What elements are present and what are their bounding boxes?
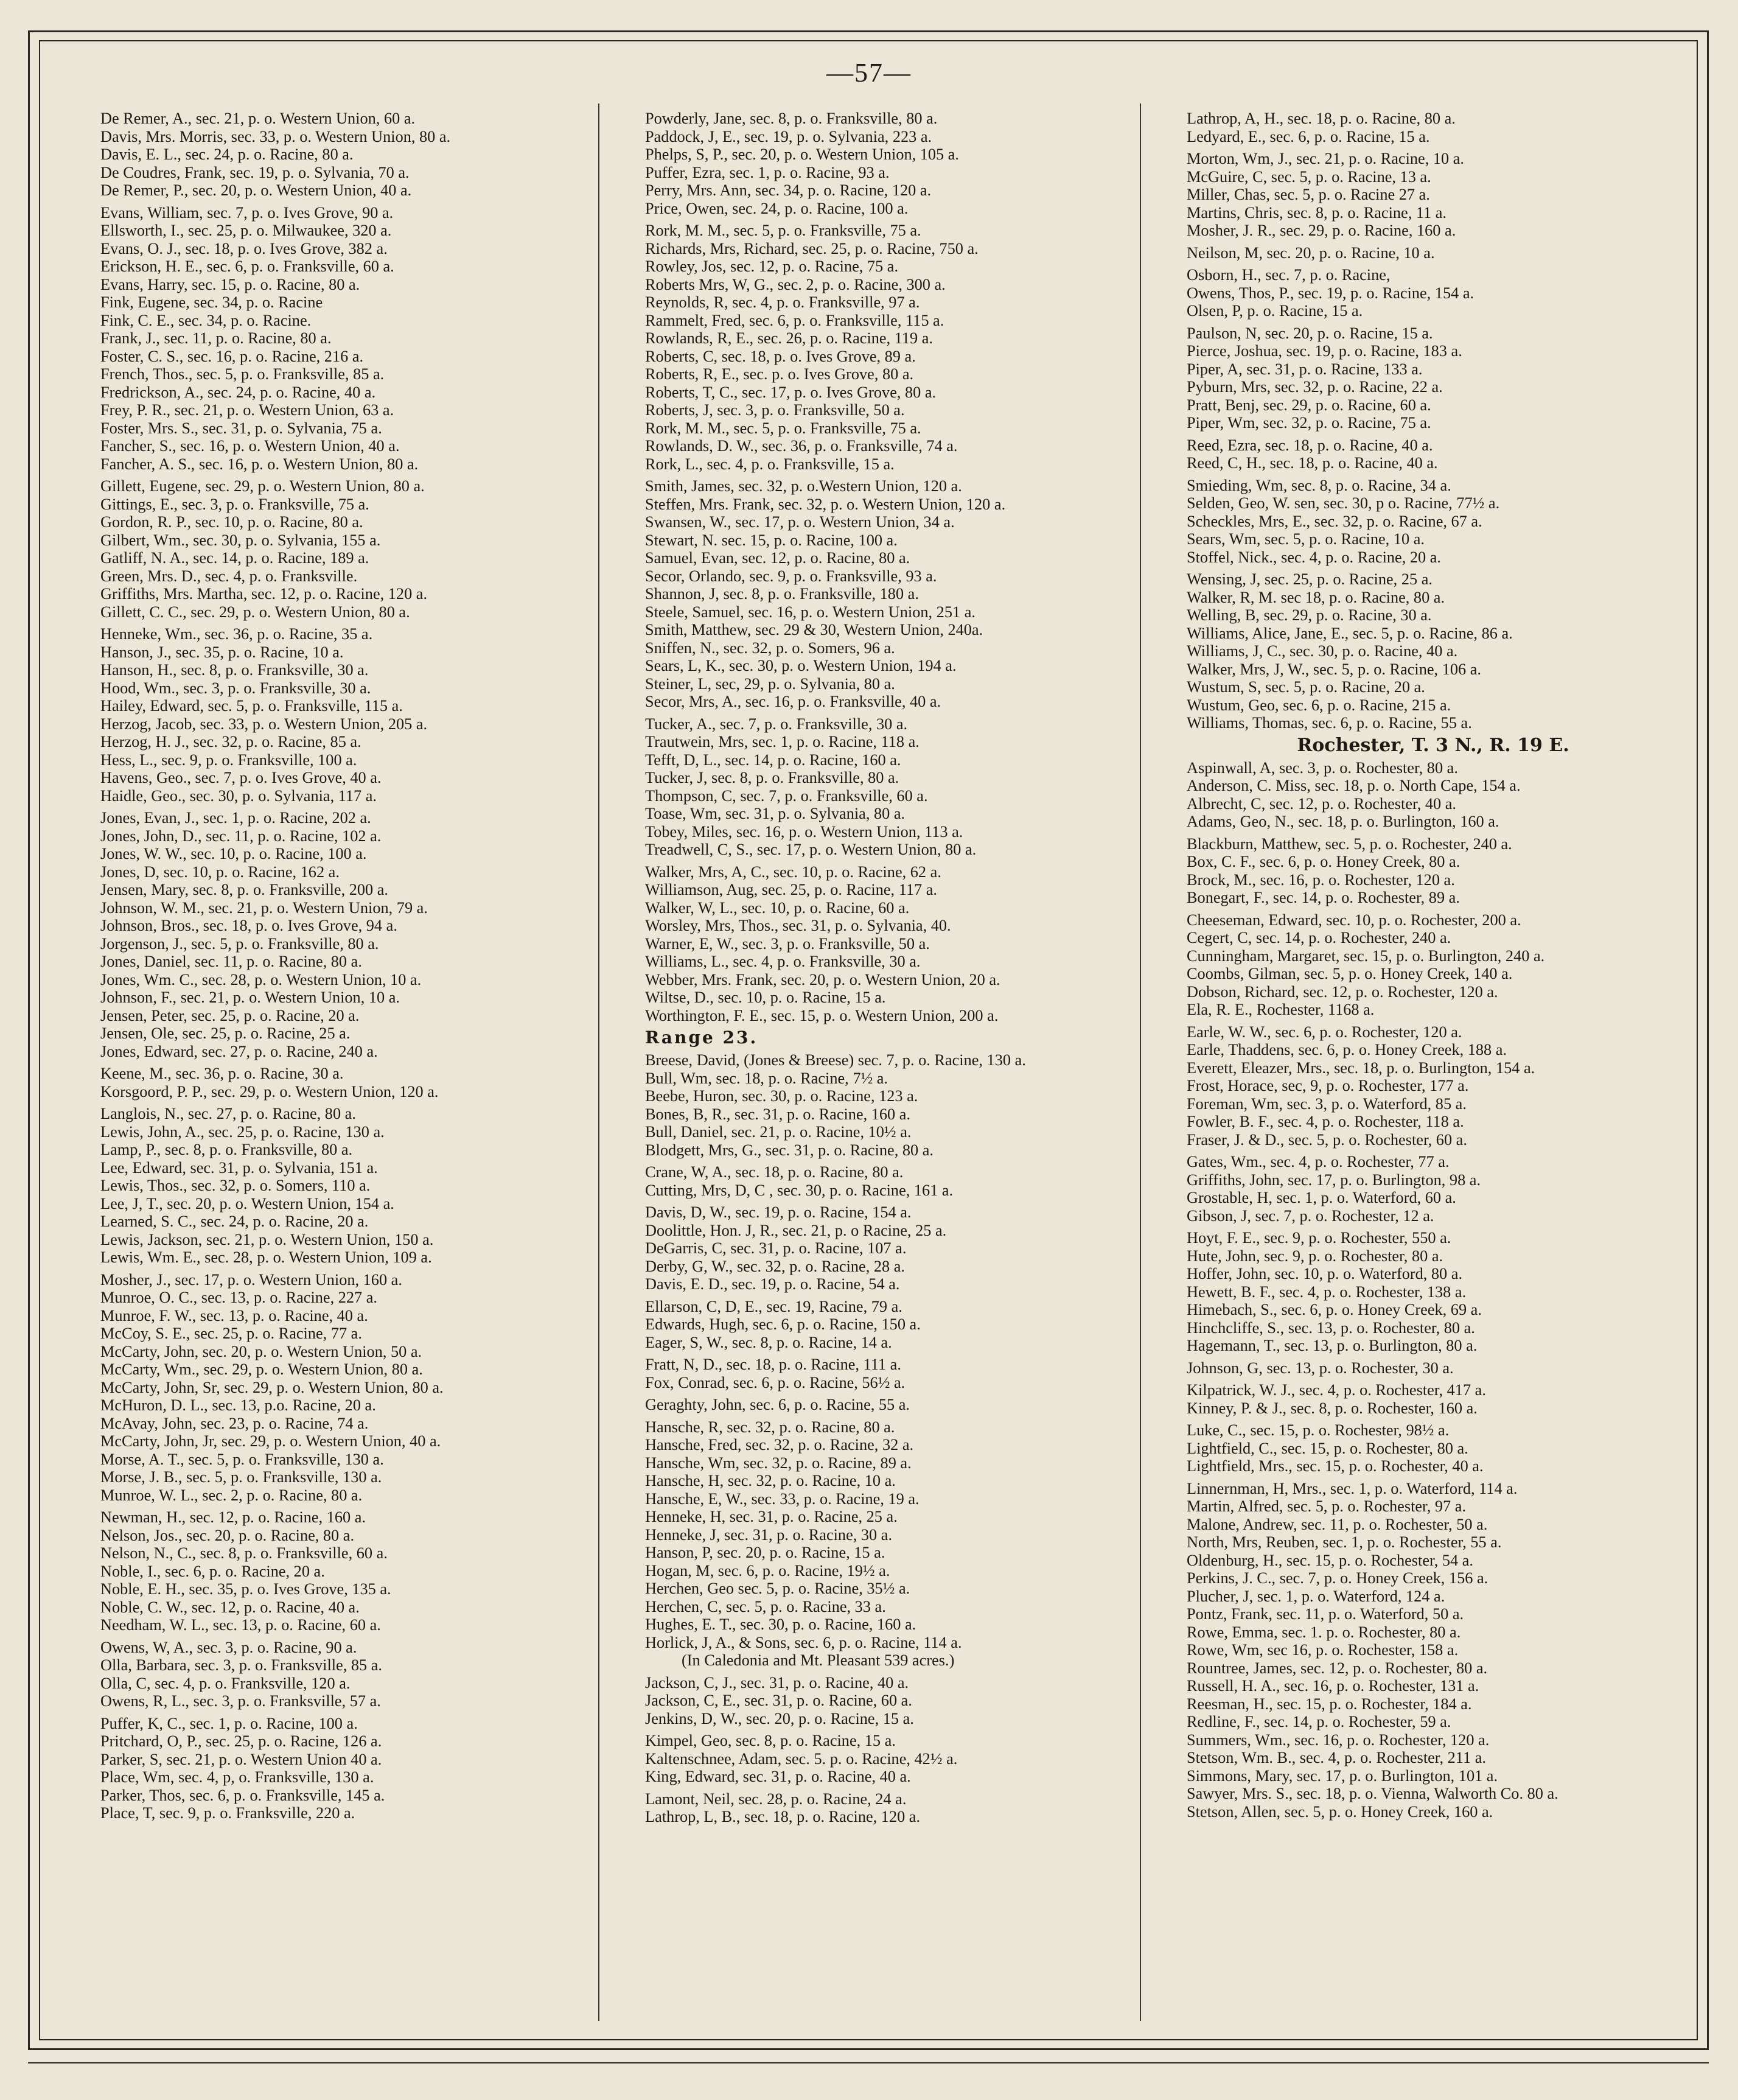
directory-entry: Lewis, Wm. E., sec. 28, p. o. Western Union, 109 a. [100, 1248, 432, 1266]
directory-entry: Eager, S, W., sec. 8, p. o. Racine, 14 a. [645, 1333, 892, 1351]
directory-entry: Jones, Evan, J., sec. 1, p. o. Racine, 202 a. [100, 809, 371, 827]
directory-entry: Herchen, Geo sec. 5, p. o. Racine, 35½ a. [645, 1580, 910, 1597]
directory-entry: De Remer, A., sec. 21, p. o. Western Union, 60 a. [100, 110, 416, 127]
directory-entry: Henneke, J, sec. 31, p. o. Racine, 30 a. [645, 1525, 893, 1544]
directory-entry: Perry, Mrs. Ann, sec. 34, p. o. Racine, 120 a. [645, 181, 932, 199]
directory-entry: Morton, Wm, J., sec. 21, p. o. Racine, 10 a. [1187, 150, 1464, 167]
directory-entry: Fredrickson, A., sec. 24, p. o. Racine, 40 a. [100, 383, 376, 401]
directory-entry: Jones, Daniel, sec. 11, p. o. Racine, 80 a. [100, 953, 362, 970]
directory-entry: Cutting, Mrs, D, C , sec. 30, p. o. Racine, 161 a. [645, 1181, 954, 1199]
directory-entry: Walker, R, M. sec 18, p. o. Racine, 80 a. [1187, 588, 1445, 606]
directory-entry: Martins, Chris, sec. 8, p. o. Racine, 11 a. [1187, 203, 1447, 222]
directory-entry: Secor, Orlando, sec. 9, p. o. Franksville, 93 a. [645, 567, 937, 585]
directory-entry: Lathrop, L, B., sec. 18, p. o. Racine, 120 a. [645, 1808, 921, 1825]
directory-entry: Hanson, H., sec. 8, p. o. Franksville, 30 a. [100, 661, 369, 679]
directory-entry: McHuron, D. L., sec. 13, p.o. Racine, 20 a. [100, 1396, 376, 1414]
directory-entry: Rowlands, D. W., sec. 36, p. o. Franksville, 74 a. [645, 437, 958, 455]
directory-entry: Simmons, Mary, sec. 17, p. o. Burlington, 101 a. [1187, 1766, 1498, 1785]
directory-entry: Crane, W, A., sec. 18, p. o. Racine, 80 a. [645, 1163, 904, 1181]
directory-entry: Herzog, Jacob, sec. 33, p. o. Western Union, 205 a. [100, 715, 428, 733]
directory-entry: Foster, Mrs. S., sec. 31, p. o. Sylvania, 75 a. [100, 419, 382, 437]
directory-entry: Williams, L., sec. 4, p. o. Franksville, 30 a. [645, 953, 921, 970]
directory-entry: Foreman, Wm, sec. 3, p. o. Waterford, 85 a. [1187, 1094, 1467, 1113]
directory-entry: Pontz, Frank, sec. 11, p. o. Waterford, 50 a. [1187, 1605, 1464, 1623]
directory-entry: Stetson, Wm. B., sec. 4, p. o. Rochester, 211 a. [1187, 1749, 1486, 1766]
directory-entry: Ela, R. E., Rochester, 1168 a. [1187, 1001, 1375, 1018]
directory-entry: Herchen, C, sec. 5, p. o. Racine, 33 a. [645, 1597, 886, 1615]
directory-entry: Rowley, Jos, sec. 12, p. o. Racine, 75 a. [645, 257, 899, 275]
directory-entry: Johnson, W. M., sec. 21, p. o. Western Union, 79 a. [100, 898, 428, 917]
directory-entry: Adams, Geo, N., sec. 18, p. o. Burlington, 160 a. [1187, 813, 1499, 830]
directory-entry: Fink, Eugene, sec. 34, p. o. Racine [100, 293, 323, 311]
directory-entry: McCoy, S. E., sec. 25, p. o. Racine, 77 a. [100, 1325, 362, 1342]
directory-entry: Phelps, S, P., sec. 20, p. o. Western Union, 105 a. [645, 145, 960, 163]
directory-entry: Mosher, J. R., sec. 29, p. o. Racine, 160 a. [1187, 222, 1456, 239]
directory-entry: Reynolds, R, sec. 4, p. o. Franksville, 97 a. [645, 293, 920, 311]
directory-entry: Korsgoord, P. P., sec. 29, p. o. Western Union, 120 a. [100, 1082, 439, 1101]
directory-entry: Jones, D, sec. 10, p. o. Racine, 162 a. [100, 863, 340, 881]
directory-entry: Secor, Mrs, A., sec. 16, p. o. Franksville, 40 a. [645, 693, 941, 710]
directory-entry: Frank, J., sec. 11, p. o. Racine, 80 a. [100, 329, 332, 347]
directory-entry: North, Mrs, Reuben, sec. 1, p. o. Rochester, 55 a. [1187, 1533, 1502, 1551]
directory-entry: Edwards, Hugh, sec. 6, p. o. Racine, 150 a. [645, 1315, 921, 1333]
directory-entry: Paulson, N, sec. 20, p. o. Racine, 15 a. [1187, 324, 1433, 342]
directory-entry: Davis, D, W., sec. 19, p. o. Racine, 154 a. [645, 1203, 912, 1221]
directory-entry: Roberts, J, sec. 3, p. o. Franksville, 50 a. [645, 401, 905, 419]
directory-entry: Earle, Thaddens, sec. 6, p. o. Honey Creek, 188 a. [1187, 1041, 1507, 1059]
directory-entry: Ellarson, C, D, E., sec. 19, Racine, 79 a. [645, 1297, 902, 1315]
directory-entry: Hoyt, F. E., sec. 9, p. o. Rochester, 550 a. [1187, 1229, 1451, 1247]
directory-entry: Pritchard, O, P., sec. 25, p. o. Racine, 126 a. [100, 1732, 382, 1750]
directory-entry: Walker, Mrs, J, W., sec. 5, p. o. Racine, 106 a. [1187, 660, 1481, 678]
directory-entry: Paddock, J, E., sec. 19, p. o. Sylvania, 223 a. [645, 127, 932, 145]
directory-entry: Doolittle, Hon. J, R., sec. 21, p. o Racine, 25 a. [645, 1221, 947, 1239]
directory-entry: Roberts Mrs, W, G., sec. 2, p. o. Racine, 300 a. [645, 275, 946, 293]
directory-entry: Thompson, C, sec. 7, p. o. Franksville, 60 a. [645, 786, 928, 805]
directory-entry: De Remer, P., sec. 20, p. o. Western Union, 40 a. [100, 181, 412, 199]
directory-entry: Hansche, R, sec. 32, p. o. Racine, 80 a. [645, 1418, 895, 1436]
directory-entry: Munroe, W. L., sec. 2, p. o. Racine, 80 a. [100, 1486, 363, 1504]
directory-entry: Fratt, N, D., sec. 18, p. o. Racine, 111 a. [645, 1356, 901, 1373]
directory-entry: Worthington, F. E., sec. 15, p. o. Western Union, 200 a. [645, 1006, 999, 1024]
directory-entry: McCarty, John, sec. 20, p. o. Western Union, 50 a. [100, 1342, 422, 1360]
directory-entry: Parker, S, sec. 21, p. o. Western Union 40 a. [100, 1750, 382, 1768]
directory-entry: Derby, G, W., sec. 32, p. o. Racine, 28 a. [645, 1257, 905, 1275]
directory-entry: Brock, M., sec. 16, p. o. Rochester, 120 a. [1187, 870, 1455, 889]
directory-entry: Griffiths, John, sec. 17, p. o. Burlington, 98 a. [1187, 1171, 1481, 1189]
directory-entry: Evans, O. J., sec. 18, p. o. Ives Grove, 382 a. [100, 239, 388, 257]
directory-entry: Haidle, Geo., sec. 30, p. o. Sylvania, 117 a. [100, 786, 377, 805]
directory-entry: Wustum, S, sec. 5, p. o. Racine, 20 a. [1187, 678, 1425, 696]
directory-entry: Treadwell, C, S., sec. 17, p. o. Western Union, 80 a. [645, 841, 977, 858]
directory-entry: Rammelt, Fred, sec. 6, p. o. Franksville, 115 a. [645, 311, 944, 329]
directory-entry: Bull, Daniel, sec. 21, p. o. Racine, 10½ a. [645, 1123, 912, 1141]
directory-entry: Toase, Wm, sec. 31, p. o. Sylvania, 80 a. [645, 805, 906, 822]
directory-entry: Hinchcliffe, S., sec. 13, p. o. Rochester, 80 a. [1187, 1318, 1475, 1337]
directory-entry: Fraser, J. & D., sec. 5, p. o. Rochester, 60 a. [1187, 1130, 1467, 1149]
column-1 [100, 110, 618, 2015]
directory-entry: Sears, L, K., sec. 30, p. o. Western Union, 194 a. [645, 657, 957, 674]
directory-entry: Rowlands, R, E., sec. 26, p. o. Racine, 119 a. [645, 329, 934, 347]
directory-entry: Ledyard, E., sec. 6, p. o. Racine, 15 a. [1187, 127, 1430, 145]
directory-entry: Blackburn, Matthew, sec. 5, p. o. Rochester, 240 a. [1187, 835, 1512, 853]
bottom-rule [28, 2062, 1709, 2063]
directory-entry: Albrecht, C, sec. 12, p. o. Rochester, 40 a. [1187, 794, 1456, 813]
directory-entry: Pyburn, Mrs, sec. 32, p. o. Racine, 22 a. [1187, 378, 1443, 396]
directory-entry: Hailey, Edward, sec. 5, p. o. Franksville, 115 a. [100, 697, 403, 715]
directory-entry: Scheckles, Mrs, E., sec. 32, p. o. Racine, 67 a. [1187, 512, 1482, 530]
directory-entry: Sniffen, N., sec. 32, p. o. Somers, 96 a. [645, 639, 895, 657]
directory-entry: Puffer, Ezra, sec. 1, p. o. Racine, 93 a. [645, 163, 890, 181]
directory-entry: Stetson, Allen, sec. 5, p. o. Honey Creek, 160 a. [1187, 1802, 1493, 1821]
directory-entry: Jorgenson, J., sec. 5, p. o. Franksville, 80 a. [100, 934, 379, 953]
directory-entry: Warner, E, W., sec. 3, p. o. Franksville, 50 a. [645, 934, 930, 953]
directory-entry: Miller, Chas, sec. 5, p. o. Racine 27 a. [1187, 186, 1430, 203]
directory-entry: Cunningham, Margaret, sec. 15, p. o. Burlington, 240 a. [1187, 947, 1545, 965]
directory-entry: Perkins, J. C., sec. 7, p. o. Honey Creek, 156 a. [1187, 1569, 1488, 1587]
directory-entry: Hagemann, T., sec. 13, p. o. Burlington, 80 a. [1187, 1337, 1478, 1354]
directory-entry: Stewart, N. sec. 15, p. o. Racine, 100 a. [645, 531, 898, 549]
directory-entry: Hewett, B. F., sec. 4, p. o. Rochester, 138 a. [1187, 1283, 1467, 1301]
directory-entry: Reed, C, H., sec. 18, p. o. Racine, 40 a. [1187, 454, 1438, 472]
directory-entry: Tobey, Miles, sec. 16, p. o. Western Union, 113 a. [645, 822, 963, 841]
directory-entry: Green, Mrs. D., sec. 4, p. o. Franksville. [100, 567, 358, 585]
directory-entry: McCarty, John, Sr, sec. 29, p. o. Western Union, 80 a. [100, 1378, 444, 1396]
directory-entry: Beebe, Huron, sec. 30, p. o. Racine, 123 a. [645, 1087, 918, 1105]
directory-entry: Stoffel, Nick., sec. 4, p. o. Racine, 20 a. [1187, 548, 1441, 566]
directory-entry: McCarty, Wm., sec. 29, p. o. Western Union, 80 a. [100, 1360, 423, 1378]
directory-entry: Bull, Wm, sec. 18, p. o. Racine, 7½ a. [645, 1069, 888, 1087]
directory-entry: Jensen, Mary, sec. 8, p. o. Franksville, 200 a. [100, 881, 389, 898]
directory-entry: Hanson, P, sec. 20, p. o. Racine, 15 a. [645, 1544, 885, 1561]
directory-entry: Jones, Edward, sec. 27, p. o. Racine, 240 a. [100, 1042, 378, 1060]
directory-entry: Davis, E. D., sec. 19, p. o. Racine, 54 a. [645, 1275, 900, 1293]
directory-entry: Fox, Conrad, sec. 6, p. o. Racine, 56½ a. [645, 1373, 906, 1391]
directory-entry: Hood, Wm., sec. 3, p. o. Franksville, 30 a. [100, 679, 371, 697]
directory-entry: McAvay, John, sec. 23, p. o. Racine, 74 a. [100, 1414, 369, 1432]
directory-entry: Jackson, C, J., sec. 31, p. o. Racine, 40 a. [645, 1673, 909, 1692]
directory-entry: Shannon, J, sec. 8, p. o. Franksville, 180 a. [645, 585, 919, 603]
directory-entry: Gittings, E., sec. 3, p. o. Franksville, 75 a. [100, 495, 369, 513]
directory-entry: Puffer, K, C., sec. 1, p. o. Racine, 100 a. [100, 1714, 358, 1732]
directory-entry: Kinney, P. & J., sec. 8, p. o. Rochester, 160 a. [1187, 1399, 1478, 1417]
directory-entry: Walker, Mrs, A, C., sec. 10, p. o. Racine, 62 a. [645, 863, 941, 881]
directory-entry: Langlois, N., sec. 27, p. o. Racine, 80 a. [100, 1105, 356, 1122]
directory-entry: Fowler, B. F., sec. 4, p. o. Rochester, 118 a. [1187, 1113, 1464, 1130]
directory-entry: Piper, Wm, sec. 32, p. o. Racine, 75 a. [1187, 414, 1431, 432]
directory-entry: Nelson, Jos., sec. 20, p. o. Racine, 80 a. [100, 1526, 355, 1544]
directory-entry: Price, Owen, sec. 24, p. o. Racine, 100 a. [645, 199, 909, 217]
directory-entry: Jackson, C, E., sec. 31, p. o. Racine, 60 a. [645, 1692, 912, 1709]
column-2 [645, 110, 1162, 2015]
directory-entry: King, Edward, sec. 31, p. o. Racine, 40 a. [645, 1768, 911, 1785]
directory-entry: Gillett, Eugene, sec. 29, p. o. Western Union, 80 a. [100, 477, 425, 495]
directory-entry: Johnson, G, sec. 13, p. o. Rochester, 30 a. [1187, 1359, 1454, 1377]
directory-entry: Owens, W, A., sec. 3, p. o. Racine, 90 a. [100, 1638, 357, 1656]
directory-entry: Newman, H., sec. 12, p. o. Racine, 160 a. [100, 1508, 366, 1526]
directory-entry: Smieding, Wm, sec. 8, p. o. Racine, 34 a. [1187, 476, 1451, 494]
directory-entry: Smith, James, sec. 32, p. o.Western Union, 120 a. [645, 477, 962, 495]
directory-entry: Williams, Alice, Jane, E., sec. 5, p. o. Racine, 86 a. [1187, 624, 1513, 642]
directory-entry: Steele, Samuel, sec. 16, p. o. Western Union, 251 a. [645, 603, 975, 621]
directory-entry: Redline, F., sec. 14, p. o. Rochester, 59 a. [1187, 1713, 1451, 1731]
directory-entry: Blodgett, Mrs, G., sec. 31, p. o. Racine, 80 a. [645, 1141, 934, 1159]
directory-entry: Earle, W. W., sec. 6, p. o. Rochester, 120 a. [1187, 1023, 1462, 1041]
directory-entry: Box, C. F., sec. 6, p. o. Honey Creek, 80 a. [1187, 853, 1461, 870]
directory-entry: Lewis, Jackson, sec. 21, p. o. Western Union, 150 a. [100, 1230, 434, 1248]
directory-entry: Owens, Thos, P., sec. 19, p. o. Racine, 154 a. [1187, 284, 1475, 302]
directory-entry: Owens, R, L., sec. 3, p. o. Franksville, 57 a. [100, 1692, 381, 1710]
directory-entry: Rork, M. M., sec. 5, p. o. Franksville, 75 a. [645, 419, 921, 437]
directory-entry: Hughes, E. T., sec. 30, p. o. Racine, 160 a. [645, 1615, 916, 1633]
directory-entry: Place, T, sec. 9, p. o. Franksville, 220 a. [100, 1804, 355, 1822]
directory-entry: Jones, John, D., sec. 11, p. o. Racine, 102 a. [100, 827, 382, 845]
directory-entry: Jensen, Ole, sec. 25, p. o. Racine, 25 a. [100, 1024, 351, 1042]
directory-entry: Place, Wm, sec. 4, p, o. Franksville, 130 a. [100, 1768, 374, 1786]
directory-entry: Rowe, Wm, sec 16, p. o. Rochester, 158 a. [1187, 1641, 1459, 1659]
directory-entry: Selden, Geo, W. sen, sec. 30, p o. Racine, 77½ a. [1187, 494, 1500, 512]
directory-entry: Gatliff, N. A., sec. 14, p. o. Racine, 189 a. [100, 549, 369, 567]
directory-entry: Olla, C, sec. 4, p. o. Franksville, 120 a. [100, 1674, 351, 1692]
directory-entry: Wiltse, D., sec. 10, p. o. Racine, 15 a. [645, 989, 886, 1006]
directory-entry: Malone, Andrew, sec. 11, p. o. Rochester, 50 a. [1187, 1515, 1488, 1533]
directory-entry: Dobson, Richard, sec. 12, p. o. Rochester, 120 a. [1187, 982, 1498, 1001]
directory-entry: Fancher, A. S., sec. 16, p. o. Western Union, 80 a. [100, 455, 419, 473]
directory-entry: Roberts, T, C., sec. 17, p. o. Ives Grove, 80 a. [645, 383, 937, 401]
directory-entry: Rowe, Emma, sec. 1. p. o. Rochester, 80 a. [1187, 1623, 1461, 1641]
directory-entry: Williams, J, C., sec. 30, p. o. Racine, 40 a. [1187, 642, 1458, 660]
directory-entry: Everett, Eleazer, Mrs., sec. 18, p. o. Burlington, 154 a. [1187, 1059, 1535, 1077]
directory-entry: Smith, Matthew, sec. 29 & 30, Western Union, 240a. [645, 621, 983, 639]
directory-entry: Summers, Wm., sec. 16, p. o. Rochester, 120 a. [1187, 1731, 1490, 1749]
directory-entry: Lamont, Neil, sec. 28, p. o. Racine, 24 a. [645, 1790, 907, 1808]
directory-entry: Tucker, A., sec. 7, p. o. Franksville, 30 a. [645, 715, 908, 733]
directory-entry: Mosher, J., sec. 17, p. o. Western Union, 160 a. [100, 1270, 402, 1289]
directory-entry: Hogan, M, sec. 6, p. o. Racine, 19½ a. [645, 1561, 890, 1580]
directory-entry: Welling, B, sec. 29, p. o. Racine, 30 a. [1187, 606, 1432, 624]
directory-entry: Noble, E. H., sec. 35, p. o. Ives Grove, 135 a. [100, 1580, 391, 1598]
directory-entry: Wensing, J, sec. 25, p. o. Racine, 25 a. [1187, 570, 1433, 588]
directory-entry: Gillett, C. C., sec. 29, p. o. Western Union, 80 a. [100, 603, 410, 621]
directory-entry: Lee, Edward, sec. 31, p. o. Sylvania, 151 a. [100, 1158, 378, 1177]
directory-entry: Morse, J. B., sec. 5, p. o. Franksville, 130 a. [100, 1468, 382, 1486]
directory-entry: Evans, William, sec. 7, p. o. Ives Grove, 90 a. [100, 203, 394, 222]
directory-entry: Pratt, Benj, sec. 29, p. o. Racine, 60 a. [1187, 396, 1431, 414]
directory-entry: Gilbert, Wm., sec. 30, p. o. Sylvania, 155 a. [100, 531, 381, 549]
directory-entry: Tucker, J, sec. 8, p. o. Franksville, 80 a. [645, 769, 899, 786]
directory-entry: Trautwein, Mrs, sec. 1, p. o. Racine, 118 a. [645, 733, 920, 751]
directory-entry: Rountree, James, sec. 12, p. o. Rochester, 80 a. [1187, 1659, 1488, 1677]
directory-entry: Richards, Mrs, Richard, sec. 25, p. o. Racine, 750 a. [645, 239, 979, 257]
directory-entry: Jenkins, D, W., sec. 20, p. o. Racine, 15 a. [645, 1709, 914, 1727]
directory-entry: Kilpatrick, W. J., sec. 4, p. o. Rochester, 417 a. [1187, 1381, 1486, 1399]
directory-entry: Kimpel, Geo, sec. 8, p. o. Racine, 15 a. [645, 1732, 896, 1749]
directory-entry: Frost, Horace, sec, 9, p. o. Rochester, 177 a. [1187, 1077, 1469, 1094]
directory-entry: Lewis, Thos., sec. 32, p. o. Somers, 110 a. [100, 1177, 371, 1194]
directory-entry: Roberts, R, E., sec. p. o. Ives Grove, 80 a. [645, 365, 914, 383]
directory-entry: Herzog, H. J., sec. 32, p. o. Racine, 85 a. [100, 733, 361, 751]
directory-entry: Pierce, Joshua, sec. 19, p. o. Racine, 183 a. [1187, 342, 1462, 360]
directory-entry: Breese, David, (Jones & Breese) sec. 7, p. o. Racine, 130 a. [645, 1051, 1026, 1069]
directory-entry: Jensen, Peter, sec. 25, p. o. Racine, 20 a. [100, 1006, 360, 1024]
directory-entry: Williams, Thomas, sec. 6, p. o. Racine, 55 a. [1187, 714, 1472, 732]
directory-entry: McGuire, C, sec. 5, p. o. Racine, 13 a. [1187, 167, 1431, 186]
directory-entry: Neilson, M, sec. 20, p. o. Racine, 10 a. [1187, 243, 1435, 262]
directory-entry: Hansche, H, sec. 32, p. o. Racine, 10 a. [645, 1472, 896, 1489]
directory-entry: Frey, P. R., sec. 21, p. o. Western Union, 63 a. [100, 401, 394, 419]
directory-entry: Foster, C. S., sec. 16, p. o. Racine, 216 a. [100, 347, 364, 365]
directory-entry: Fink, C. E., sec. 34, p. o. Racine. [100, 311, 312, 329]
directory-entry: Evans, Harry, sec. 15, p. o. Racine, 80 a. [100, 275, 360, 293]
directory-entry: Steffen, Mrs. Frank, sec. 32, p. o. Western Union, 120 a. [645, 495, 1006, 513]
directory-entry: Hute, John, sec. 9, p. o. Rochester, 80 a. [1187, 1247, 1443, 1265]
directory-entry: Hansche, Fred, sec. 32, p. o. Racine, 32 a. [645, 1436, 914, 1454]
directory-entry: Linnernman, H, Mrs., sec. 1, p. o. Waterford, 114 a. [1187, 1479, 1518, 1497]
directory-entry: Worsley, Mrs, Thos., sec. 31, p. o. Sylvania, 40. [645, 917, 951, 934]
directory-entry: Coombs, Gilman, sec. 5, p. o. Honey Creek, 140 a. [1187, 965, 1513, 982]
directory-entry: Davis, Mrs. Morris, sec. 33, p. o. Western Union, 80 a. [100, 127, 451, 145]
directory-entry: Osborn, H., sec. 7, p. o. Racine, [1187, 266, 1391, 284]
directory-entry: Himebach, S., sec. 6, p. o. Honey Creek, 69 a. [1187, 1301, 1482, 1318]
directory-entry: Noble, C. W., sec. 12, p. o. Racine, 40 a. [100, 1598, 360, 1616]
directory-entry: Wustum, Geo, sec. 6, p. o. Racine, 215 a. [1187, 696, 1451, 714]
directory-entry: Samuel, Evan, sec. 12, p. o. Racine, 80 a. [645, 549, 910, 567]
directory-entry: Webber, Mrs. Frank, sec. 20, p. o. Western Union, 20 a. [645, 970, 1000, 989]
directory-entry: Sears, Wm, sec. 5, p. o. Racine, 10 a. [1187, 530, 1425, 548]
directory-entry: Erickson, H. E., sec. 6, p. o. Franksville, 60 a. [100, 257, 394, 275]
directory-entry: DeGarris, C, sec. 31, p. o. Racine, 107 a. [645, 1239, 907, 1257]
directory-entry: Walker, W, L., sec. 10, p. o. Racine, 60 a. [645, 898, 910, 917]
directory-entry: Reesman, H., sec. 15, p. o. Rochester, 184 a. [1187, 1695, 1472, 1713]
directory-entry: Luke, C., sec. 15, p. o. Rochester, 98½ a. [1187, 1421, 1450, 1439]
directory-entry: Steiner, L, sec, 29, p. o. Sylvania, 80 a. [645, 674, 895, 693]
directory-entry: Anderson, C. Miss, sec. 18, p. o. North Cape, 154 a. [1187, 777, 1521, 794]
directory-entry: Swansen, W., sec. 17, p. o. Western Union, 34 a. [645, 513, 955, 531]
directory-entry: Hoffer, John, sec. 10, p. o. Waterford, 80 a. [1187, 1265, 1463, 1283]
directory-entry: French, Thos., sec. 5, p. o. Franksville, 85 a. [100, 365, 385, 383]
directory-entry: Ellsworth, I., sec. 25, p. o. Milwaukee, 320 a. [100, 222, 392, 239]
directory-entry: Noble, I., sec. 6, p. o. Racine, 20 a. [100, 1562, 325, 1580]
directory-entry: Morse, A. T., sec. 5, p. o. Franksville, 130 a. [100, 1450, 384, 1468]
directory-entry: Cegert, C, sec. 14, p. o. Rochester, 240 a. [1187, 929, 1451, 947]
directory-entry: Reed, Ezra, sec. 18, p. o. Racine, 40 a. [1187, 436, 1433, 454]
section-heading: Range 23. [645, 1027, 758, 1048]
directory-entry: Hess, L., sec. 9, p. o. Franksville, 100 a. [100, 751, 357, 769]
directory-entry: Needham, W. L., sec. 13, p. o. Racine, 60 a. [100, 1616, 381, 1634]
directory-entry: Plucher, J, sec. 1, p. o. Waterford, 124 a. [1187, 1587, 1445, 1605]
entry-note: (In Caledonia and Mt. Pleasant 539 acres.) [682, 1651, 955, 1669]
directory-entry: Rork, L., sec. 4, p. o. Franksville, 15 a. [645, 455, 895, 473]
directory-entry: Olla, Barbara, sec. 3, p. o. Franksville, 85 a. [100, 1656, 382, 1674]
directory-entry: Oldenburg, H., sec. 15, p. o. Rochester, 54 a. [1187, 1551, 1473, 1569]
directory-entry: McCarty, John, Jr, sec. 29, p. o. Western Union, 40 a. [100, 1432, 441, 1450]
directory-entry: Russell, H. A., sec. 16, p. o. Rochester, 131 a. [1187, 1677, 1479, 1695]
directory-entry: De Coudres, Frank, sec. 19, p. o. Sylvania, 70 a. [100, 163, 410, 181]
directory-entry: Munroe, O. C., sec. 13, p. o. Racine, 227 a. [100, 1289, 377, 1306]
directory-entry: Grostable, H, sec. 1, p. o. Waterford, 60 a. [1187, 1189, 1456, 1206]
directory-entry: Roberts, C, sec. 18, p. o. Ives Grove, 89 a. [645, 347, 916, 365]
directory-entry: Johnson, F., sec. 21, p. o. Western Union, 10 a. [100, 989, 400, 1006]
directory-entry: Gates, Wm., sec. 4, p. o. Rochester, 77 a. [1187, 1153, 1450, 1171]
directory-entry: Aspinwall, A, sec. 3, p. o. Rochester, 80 a. [1187, 758, 1458, 777]
directory-entry: Hanson, J., sec. 35, p. o. Racine, 10 a. [100, 643, 344, 661]
directory-entry: Lewis, John, A., sec. 25, p. o. Racine, 130 a. [100, 1122, 385, 1141]
directory-entry: Griffiths, Mrs. Martha, sec. 12, p. o. Racine, 120 a. [100, 585, 428, 603]
directory-entry: Tefft, D, L., sec. 14, p. o. Racine, 160 a. [645, 751, 901, 769]
directory-entry: Jones, W. W., sec. 10, p. o. Racine, 100 a. [100, 845, 367, 863]
directory-entry: Sawyer, Mrs. S., sec. 18, p. o. Vienna, Walworth Co. 80 a. [1187, 1785, 1558, 1802]
directory-entry: Cheeseman, Edward, sec. 10, p. o. Rochester, 200 a. [1187, 911, 1521, 929]
directory-entry: Gibson, J, sec. 7, p. o. Rochester, 12 a. [1187, 1206, 1434, 1225]
directory-entry: Lightfield, C., sec. 15, p. o. Rochester, 80 a. [1187, 1439, 1468, 1457]
directory-entry: Piper, A, sec. 31, p. o. Racine, 133 a. [1187, 360, 1423, 378]
directory-entry: Havens, Geo., sec. 7, p. o. Ives Grove, 40 a. [100, 769, 382, 786]
directory-entry: Parker, Thos, sec. 6, p. o. Franksville, 145 a. [100, 1786, 385, 1804]
directory-entry: Lee, J, T., sec. 20, p. o. Western Union, 154 a. [100, 1194, 394, 1213]
column-3 [1187, 110, 1704, 2015]
directory-entry: Johnson, Bros., sec. 18, p. o. Ives Grove, 94 a. [100, 917, 397, 934]
directory-entry: Martin, Alfred, sec. 5, p. o. Rochester, 97 a. [1187, 1497, 1467, 1515]
directory-entry: Jones, Wm. C., sec. 28, p. o. Western Union, 10 a. [100, 970, 422, 989]
directory-entry: Lathrop, A, H., sec. 18, p. o. Racine, 80 a. [1187, 110, 1456, 127]
directory-entry: Gordon, R. P., sec. 10, p. o. Racine, 80 a. [100, 513, 363, 531]
directory-entry: Henneke, Wm., sec. 36, p. o. Racine, 35 a. [100, 625, 373, 643]
directory-entry: Williamson, Aug, sec. 25, p. o. Racine, 117 a. [645, 881, 937, 898]
directory-entry: Bones, B, R., sec. 31, p. o. Racine, 160 a. [645, 1105, 911, 1123]
directory-entry: Geraghty, John, sec. 6, p. o. Racine, 55 a. [645, 1396, 910, 1413]
section-heading: Rochester, T. 3 N., R. 19 E. [1297, 734, 1569, 756]
directory-entry: Hansche, E, W., sec. 33, p. o. Racine, 19 a. [645, 1489, 920, 1508]
directory-entry: Rork, M. M., sec. 5, p. o. Franksville, 75 a. [645, 222, 921, 239]
page-number: —57— [826, 58, 912, 88]
directory-entry: Fancher, S., sec. 16, p. o. Western Union, 40 a. [100, 437, 400, 455]
directory-entry: Bonegart, F., sec. 14, p. o. Rochester, 89 a. [1187, 889, 1460, 906]
directory-entry: Lightfield, Mrs., sec. 15, p. o. Rochester, 40 a. [1187, 1457, 1484, 1475]
directory-entry: Nelson, N., C., sec. 8, p. o. Franksville, 60 a. [100, 1544, 388, 1562]
directory-entry: Lamp, P., sec. 8, p. o. Franksville, 80 a. [100, 1141, 353, 1158]
directory-entry: Davis, E. L., sec. 24, p. o. Racine, 80 a. [100, 145, 354, 163]
directory-entry: Hansche, Wm, sec. 32, p. o. Racine, 89 a. [645, 1454, 912, 1472]
directory-entry: Kaltenschnee, Adam, sec. 5. p. o. Racine, 42½ a. [645, 1749, 958, 1768]
directory-entry: Horlick, J, A., & Sons, sec. 6, p. o. Racine, 114 a. [645, 1633, 962, 1651]
directory-entry: Munroe, F. W., sec. 13, p. o. Racine, 40 a. [100, 1306, 368, 1325]
directory-entry: Olsen, P, p. o. Racine, 15 a. [1187, 302, 1363, 320]
directory-entry: Henneke, H, sec. 31, p. o. Racine, 25 a. [645, 1508, 898, 1525]
directory-entry: Learned, S. C., sec. 24, p. o. Racine, 20 a. [100, 1213, 369, 1230]
directory-entry: Keene, M., sec. 36, p. o. Racine, 30 a. [100, 1065, 344, 1082]
directory-entry: Powderly, Jane, sec. 8, p. o. Franksville, 80 a. [645, 110, 938, 127]
